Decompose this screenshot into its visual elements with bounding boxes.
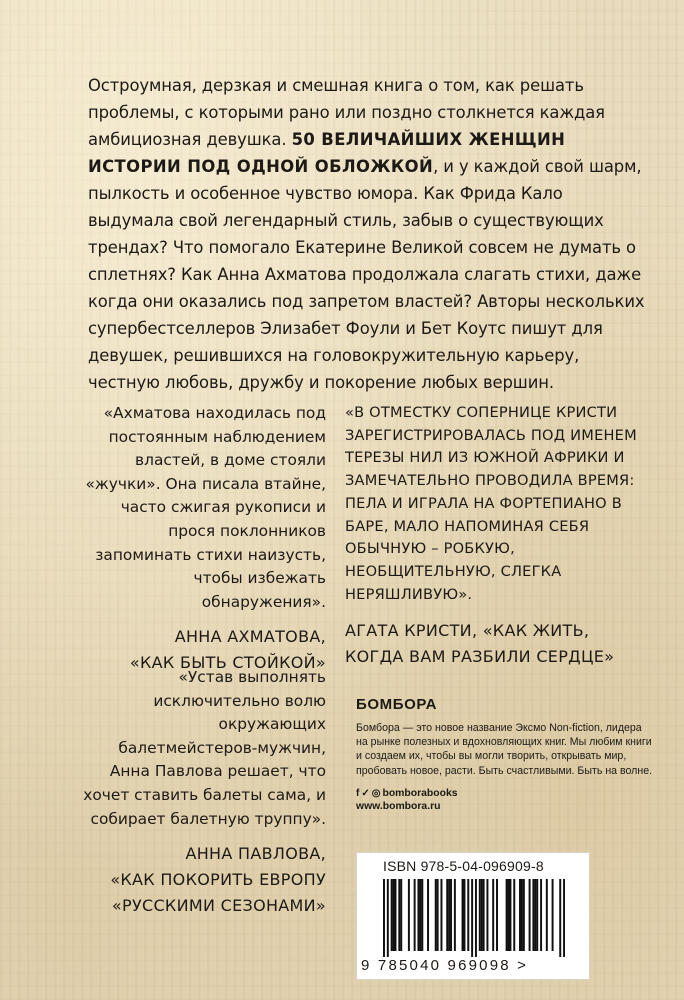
barcode-bar	[523, 879, 525, 951]
instagram-icon: ◎	[371, 787, 381, 799]
barcode-bar	[506, 879, 508, 951]
barcode-bar	[519, 879, 521, 951]
barcode-bar	[394, 879, 396, 951]
attribution-line: «РУССКИМИ СЕЗОНАМИ»	[111, 896, 326, 916]
barcode-bar	[383, 879, 385, 957]
barcode-bar	[508, 879, 510, 951]
annotation-rest: , и у каждой свой шарм, пылкость и особенное чувство юмора. Как Фрида Кало выдумала свой легендарный стиль, забыв о существующих трендах? Что помогало Екатерине Великой совсем не думать о сплетнях? Как Анна Ахматова продолжала слагать стихи, даже когда они оказались под запретом властей? Авторы нескольких супербестселлеров Элизабет Фоули и Бет Коутс пишут для девушек, решившихся на головокружительную карьеру, честную любовь, дружбу и покорение любых вершин.	[88, 157, 645, 392]
barcode-bar	[450, 879, 452, 951]
publisher-url: www.bombora.ru	[356, 800, 441, 812]
isbn-barcode	[356, 852, 590, 980]
barcode-bar	[417, 879, 419, 951]
barcode-bar	[563, 879, 565, 957]
barcode-bar	[546, 879, 548, 951]
barcode-bar	[421, 879, 423, 951]
quote-akhmatova	[80, 402, 326, 676]
publisher-description: Бомбора — это новое название Эксмо Non-fiction, лидера на рынке полезных и вдохновляющих книг. Мы любим книги и создаем их, чтобы вы могли творить, открывать мир, пробовать новое, расти. Быть счастливыми. Быть на волне.	[356, 722, 653, 777]
barcode-bar	[440, 879, 442, 951]
attribution-line: АГАТА КРИСТИ, «КАК ЖИТЬ,	[345, 621, 590, 641]
barcode-bar	[463, 879, 465, 951]
quote-christie-attribution	[345, 618, 645, 670]
barcode-bar	[471, 879, 473, 957]
barcode-bar	[419, 879, 421, 951]
barcode-bar	[393, 879, 395, 951]
barcode-bar	[496, 879, 498, 951]
barcode-bar	[536, 879, 538, 951]
attribution-line: АННА АХМАТОВА,	[174, 627, 326, 647]
attribution-line: АННА ПАВЛОВА,	[185, 844, 326, 864]
barcode-bar	[521, 879, 523, 951]
quote-pavlova	[80, 666, 326, 919]
barcode-bar	[414, 879, 416, 951]
social-handle: bomborabooks	[382, 787, 458, 799]
quote-christie	[345, 402, 645, 670]
publisher-logo: БОМБОРА	[356, 696, 438, 713]
quote-pavlova-text: «Устав выполнять исключительно волю окружающих балетмейстеров-мужчин, Анна Павлова решает, что хочет ставить балеты сама, и собирает балетную труппу».	[83, 668, 326, 828]
barcode-bar	[446, 879, 448, 951]
facebook-icon: f	[356, 787, 360, 799]
barcode-bars	[383, 879, 565, 957]
quote-akhmatova-text: «Ахматова находилась под постоянным наблюдением властей, в доме стояли «жучки». Она писала втайне, часто сжигая рукописи и прося поклонников запоминать стихи наизусть, чтобы избежать обнаружения».	[85, 404, 326, 611]
barcode-bar	[408, 879, 410, 951]
barcode-bar	[427, 879, 429, 951]
quote-pavlova-attribution	[80, 841, 326, 919]
barcode-bar	[486, 879, 488, 951]
barcode-bar	[400, 879, 402, 951]
barcode-bar	[513, 879, 515, 951]
attribution-line: «КАК ПОКОРИТЬ ЕВРОПУ	[110, 870, 326, 890]
barcode-bar	[540, 879, 542, 951]
barcode-bar	[534, 879, 536, 951]
barcode-bar	[462, 879, 464, 951]
barcode-bar	[437, 879, 439, 951]
attribution-line: КОГДА ВАМ РАЗБИЛИ СЕРДЦЕ»	[345, 647, 615, 667]
barcode-bar	[529, 879, 531, 951]
barcode-bar	[481, 879, 483, 951]
annotation-text	[88, 72, 648, 396]
publisher-block	[356, 696, 656, 812]
barcode-bar	[467, 879, 469, 951]
barcode-bar	[454, 879, 456, 951]
barcode-bar	[387, 879, 389, 957]
barcode-bar	[492, 879, 494, 951]
barcode-bar	[552, 879, 554, 951]
barcode-bar	[391, 879, 393, 951]
barcode-bar	[475, 879, 477, 957]
quote-christie-text: «В ОТМЕСТКУ СОПЕРНИЦЕ КРИСТИ ЗАРЕГИСТРИРОВАЛАСЬ ПОД ИМЕНЕМ ТЕРЕЗЫ НИЛ ИЗ ЮЖНОЙ АФРИКИ И ЗАМЕЧАТЕЛЬНО ПРОВОДИЛА ВРЕМЯ: ПЕЛА И ИГРАЛА НА ФОРТЕПИАНО В БАРЕ, МАЛО НАПОМИНАЯ СЕБЯ ОБЫЧНУЮ – РОБКУЮ, НЕОБЩИТЕЛЬНУЮ, СЛЕГКА НЕРЯШЛИВУЮ».	[345, 404, 637, 603]
barcode-bar	[398, 879, 400, 951]
barcode-bar	[509, 879, 511, 951]
vk-icon: ✓	[361, 787, 370, 799]
barcode-digits: 9 785040 969098 >	[361, 957, 529, 974]
barcode-bar	[559, 879, 561, 957]
publisher-social	[356, 788, 656, 799]
barcode-bar	[483, 879, 485, 951]
barcode-bar	[435, 879, 437, 951]
annotation-highlight: 50 ВЕЛИЧАЙШИХ ЖЕНЩИН ИСТОРИИ ПОД ОДНОЙ ОБЛОЖКОЙ	[88, 130, 566, 176]
annotation-lead: Остроумная, дерзкая и смешная книга о том, как решать проблемы, с которыми рано или поздно столкнется каждая амбициозная девушка.	[88, 76, 605, 149]
barcode-bar	[532, 879, 534, 951]
barcode-bar	[448, 879, 450, 951]
isbn-label: ISBN 978-5-04-096909-8	[383, 858, 544, 874]
barcode-bar	[479, 879, 481, 951]
attribution-line: «КАК БЫТЬ СТОЙКОЙ»	[129, 653, 326, 673]
